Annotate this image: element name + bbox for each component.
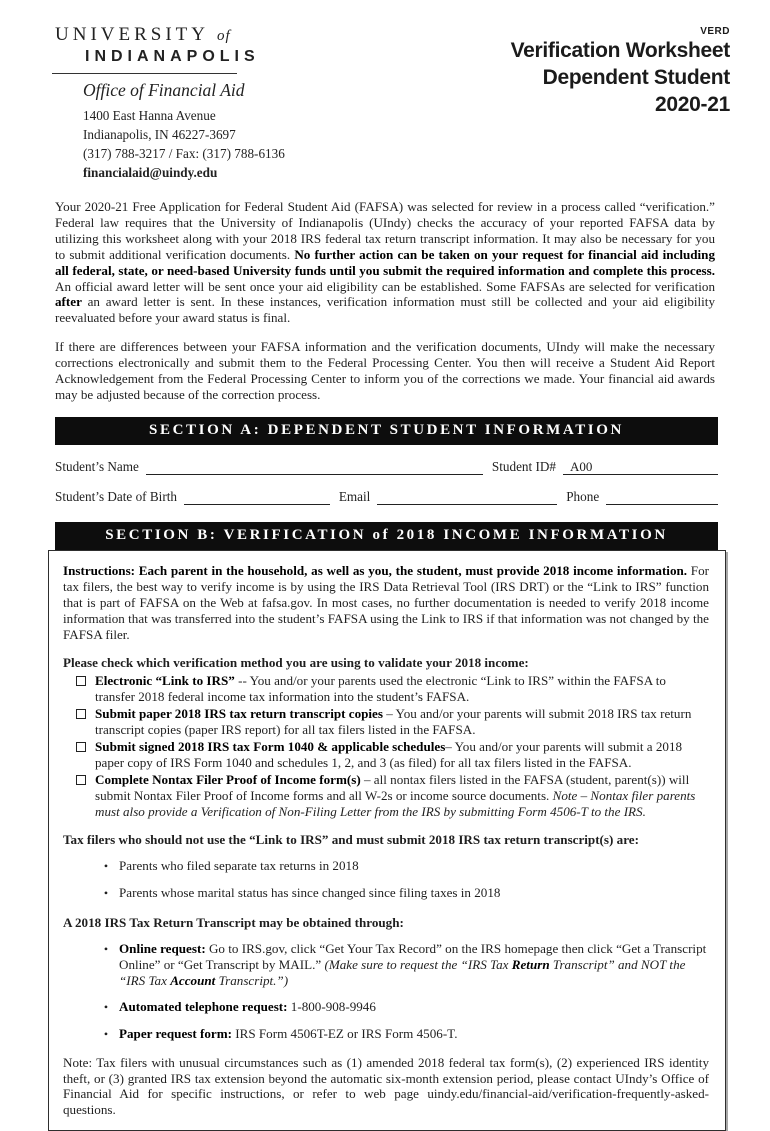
office-email: financialaid@uindy.edu: [83, 165, 218, 180]
uindy-logo: [55, 24, 285, 74]
method-text: [95, 772, 709, 820]
instructions-bold: Instructions: Each parent in the household, as well as you, the student, must provide 2018 income information.: [63, 562, 688, 578]
document-title-block: [511, 24, 730, 118]
not-link-bullet-1: [63, 858, 709, 875]
intro-p1-text: Your 2020-21 Free Application for Federal Student Aid (FAFSA) was selected for review in a process called “verification.” Federal law requires that the University of Indianapolis (UIndy) checks the accuracy of your reported FAFSA data by utilizing this worksheet along with your 2018 IRS federal tax return transcript information. It may also be necessary for you to submit additional verification documents.: [55, 199, 715, 262]
bullet-icon: •: [103, 859, 109, 874]
method-description: -- You and/or your parents used the electronic “Link to IRS” within the FAFSA to transfer 2018 federal income tax information into the student’s FAFSA.: [95, 673, 666, 705]
section-a-row-2: [55, 489, 718, 505]
method-description: – You and/or your parents will submit a 2018 paper copy of IRS Form 1040 and schedules 1, 2, and 3 (as filed) for all tax filers listed in the FAFSA.: [95, 738, 683, 770]
method-label: Electronic “Link to IRS”: [95, 673, 235, 689]
dob-field[interactable]: [184, 489, 330, 505]
office-name: Office of Financial Aid: [83, 80, 245, 100]
section-b-box: [48, 550, 726, 1131]
obtain-bullet-online: [63, 941, 709, 989]
university-identity-block: [55, 24, 285, 182]
telephone-request-number: 1-800-908-9946: [287, 998, 376, 1014]
method-label: Complete Nontax Filer Proof of Income form(s): [95, 771, 361, 787]
section-a-title: SECTION A: DEPENDENT STUDENT INFORMATION: [149, 421, 624, 438]
address-phone-fax: (317) 788-3217 / Fax: (317) 788-6136: [83, 146, 285, 161]
method-text: [95, 739, 709, 771]
doc-title-year: 2020-21: [655, 93, 730, 116]
logo-university-line: [55, 24, 285, 46]
unusual-circumstances-note: Note: Tax filers with unusual circumstances such as (1) amended 2018 federal tax form(s), (2) experienced IRS identity theft, or (3) granted IRS tax extension beyond the automatic six-month extension period, please contact UIndy’s Office of Financial Aid for specific instructions, or refer to web page uindy.edu/financial-aid/verification-frequently-asked-questions.: [63, 1054, 709, 1118]
student-name-label: Student’s Name: [55, 458, 139, 474]
method-item-link-to-irs: [63, 673, 709, 705]
intro-paragraph-1: [55, 199, 715, 326]
bullet-icon: •: [103, 1026, 109, 1041]
not-link-heading: Tax filers who should not use the “Link to IRS” and must submit 2018 IRS tax return transcript(s) are:: [63, 832, 639, 848]
student-id-value: A00: [570, 458, 593, 474]
student-id-label: Student ID#: [491, 458, 556, 474]
check-prompt: Please check which verification method you are using to validate your 2018 income:: [63, 655, 529, 671]
note-part: (Make sure to request the “IRS Tax: [324, 957, 512, 972]
obtain-heading: A 2018 IRS Tax Return Transcript may be obtained through:: [63, 915, 404, 931]
office-address: [83, 106, 285, 182]
bullet-icon: •: [103, 999, 109, 1014]
bullet-icon: •: [103, 942, 109, 957]
section-a-row-1: [55, 459, 718, 475]
telephone-request-label: Automated telephone request:: [119, 998, 288, 1014]
method-label: Submit paper 2018 IRS tax return transcript copies: [95, 706, 383, 722]
logo-of-text: of: [217, 28, 231, 44]
section-b-header: [55, 522, 718, 550]
logo-divider-rule: [52, 73, 237, 74]
email-label: Email: [338, 488, 371, 504]
bullet-text: [119, 1026, 709, 1043]
instructions-rest: For tax filers, the best way to verify income is by using the IRS Data Retrieval Tool (IRS DRT) or the “Link to IRS” function that is part of FAFSA on the Web at fafsa.gov. In most cases, no further documentation is needed to verify 2018 income information that was transferred into the student’s FAFSA using the Link to IRS if that information was not changed by the FAFSA filer.: [63, 562, 709, 642]
method-italic-note: Note – Nontax filer parents must also provide a Verification of Non-Filing Letter from the IRS by submitting Form 4506-T to the IRS.: [95, 787, 696, 819]
paper-request-forms: IRS Form 4506T-EZ or IRS Form 4506-T.: [231, 1025, 458, 1041]
checkbox-link-to-irs[interactable]: [76, 676, 86, 686]
checkbox-paper-transcript[interactable]: [76, 709, 86, 719]
intro-paragraph-2: If there are differences between your FAFSA information and the verification documents, UIndy will make the necessary corrections electronically and submit them to the Federal Processing Center. You then will receive a Student Aid Report Acknowledgement from the Federal Processing Center to inform you of the corrections we made. Your financial aid awards may be adjusted because of the correction process.: [55, 339, 715, 402]
note-part: Transcript.”): [215, 972, 289, 988]
form-code: VERD: [700, 26, 730, 37]
section-b-title: SECTION B: VERIFICATION of 2018 INCOME INFORMATION: [105, 526, 668, 543]
online-request-text: Go to IRS.gov, click “Get Your Tax Record” on the IRS homepage then click “Get a Transcript Online” or “Get Transcript by MAIL.”: [119, 941, 707, 972]
section-a-header: [55, 417, 718, 445]
method-label: Submit signed 2018 IRS tax Form 1040 & applicable schedules: [95, 738, 446, 754]
method-description: – all nontax filers listed in the FAFSA (student, parent(s)) will submit Nontax Filer Proof of Income forms and all W-2s or income source documents.: [95, 771, 690, 803]
note-bold-return: Return: [511, 957, 550, 972]
doc-title-line2: Dependent Student: [542, 66, 730, 89]
not-link-bullet-2: [63, 885, 709, 902]
online-request-label: Online request:: [119, 941, 206, 957]
bullet-icon: •: [103, 886, 109, 901]
method-description: – You and/or your parents will submit 2018 IRS tax return transcript copies (paper IRS report) for all tax filers listed in the FAFSA.: [95, 706, 692, 738]
method-text: [95, 673, 709, 705]
phone-field[interactable]: [606, 489, 718, 505]
logo-indianapolis-text: INDIANAPOLIS: [85, 48, 260, 65]
bullet-text: [119, 999, 709, 1016]
bullet-text: Parents who filed separate tax returns in 2018: [119, 858, 359, 874]
instructions-paragraph: [63, 563, 709, 643]
intro-p1-bold-after: after: [55, 294, 82, 310]
bullet-text: Parents whose marital status has since changed since filing taxes in 2018: [119, 885, 501, 901]
dob-label: Student’s Date of Birth: [55, 488, 177, 504]
page-header: [55, 24, 730, 182]
intro-p1-bold: No further action can be taken on your request for financial aid including all federal, state, or need-based University funds until you submit the required information and complete this process.: [55, 246, 716, 278]
logo-university-text: UNIVERSITY: [55, 24, 209, 45]
address-city: Indianapolis, IN 46227-3697: [83, 127, 236, 142]
phone-label: Phone: [566, 488, 600, 504]
student-id-field[interactable]: [563, 459, 718, 475]
verification-method-list: [63, 673, 709, 819]
address-street: 1400 East Hanna Avenue: [83, 108, 216, 123]
bullet-text: [119, 941, 709, 989]
method-item-paper-transcript: [63, 706, 709, 738]
doc-title-line1: Verification Worksheet: [510, 39, 730, 62]
student-name-field[interactable]: [146, 459, 483, 475]
intro-p1-end: an award letter is sent. In these instances, verification information must still be collected and your aid eligibility reevaluated before your award status is final.: [55, 294, 715, 326]
checkbox-form-1040[interactable]: [76, 742, 86, 752]
method-text: [95, 706, 709, 738]
obtain-bullet-paper-form: [63, 1026, 709, 1043]
method-item-nontax-filer: [63, 772, 709, 820]
note-bold-account: Account: [170, 972, 216, 988]
intro-p1-mid: An official award letter will be sent once your aid eligibility can be established. Some FAFSAs are selected for verification: [55, 278, 715, 294]
method-item-form-1040: [63, 739, 709, 771]
paper-request-label: Paper request form:: [119, 1025, 232, 1041]
email-field[interactable]: [377, 489, 557, 505]
checkbox-nontax-filer[interactable]: [76, 775, 86, 785]
obtain-bullet-telephone: [63, 999, 709, 1016]
note-part: Transcript” and NOT the “IRS Tax: [119, 957, 686, 988]
